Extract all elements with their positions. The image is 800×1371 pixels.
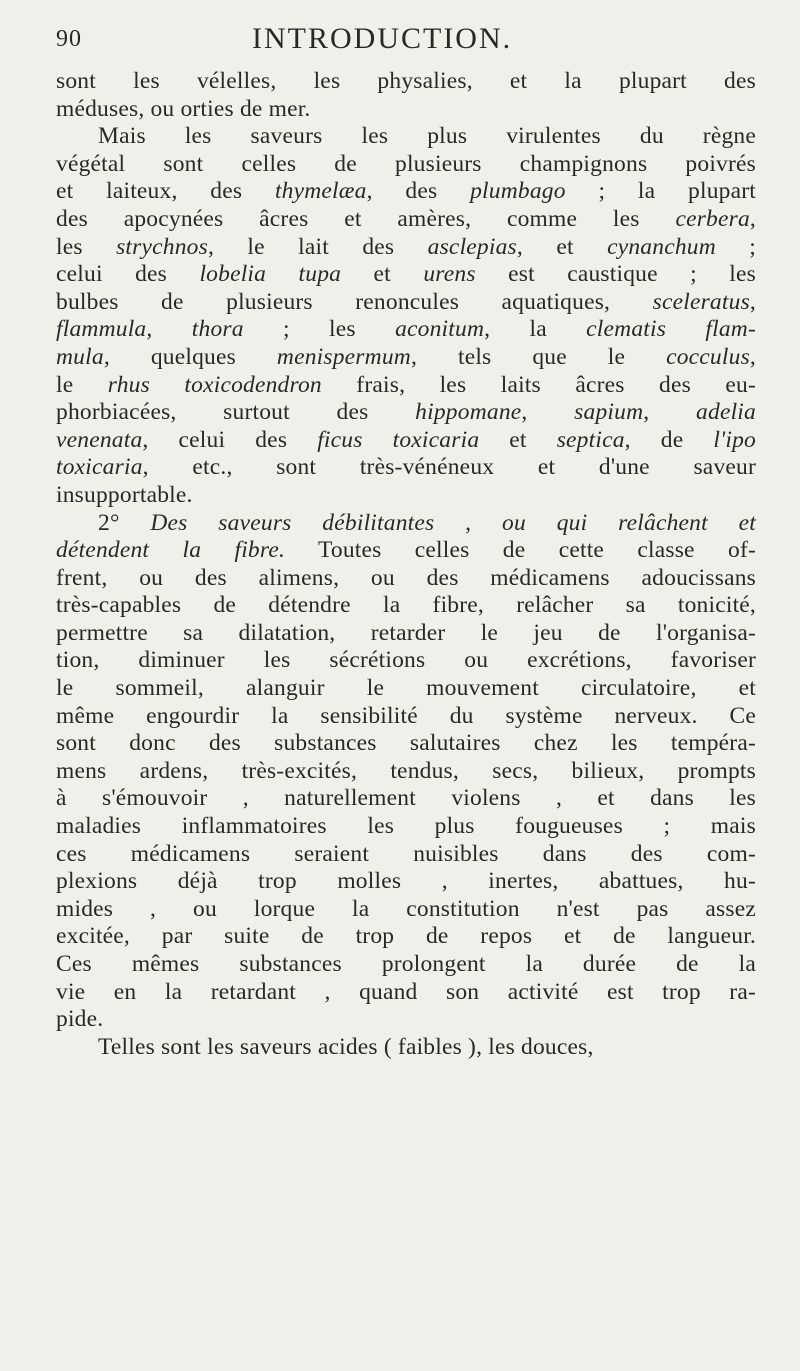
text-segment: Toutes celles de cette classe of- [285,537,756,564]
text-line [56,923,756,951]
text-line [56,868,756,896]
text-segment: Ces mêmes substances prolongent la durée de la [56,951,756,977]
text-segment: ; les [243,316,396,343]
text-line [56,454,756,482]
text-line [56,206,756,234]
text-segment: , des [366,178,471,205]
text-segment: phorbiacées, surtout des [56,399,416,426]
text-segment: , [643,399,697,426]
text-segment: , tels que le [410,343,667,370]
italic-text: sapium [574,399,644,426]
text-segment: sont les vélelles, les physalies, et la plupart des [56,68,756,94]
text-segment: , [521,399,575,426]
italic-text: Des saveurs débilitantes , ou qui relâchent et [150,509,757,536]
italic-text: asclepias [427,233,517,260]
italic-text: toxicaria [56,454,143,481]
text-segment: végétal sont celles de plusieurs champignons poivrés [56,150,756,177]
text-line [56,813,756,841]
text-segment: et [341,261,424,288]
italic-text: cerbera [675,205,750,232]
text-segment: , le lait des [207,233,428,260]
text-segment: , etc., sont très-vénéneux et d'une saveur [142,454,756,481]
text-segment: , de [624,426,714,453]
italic-text: cocculus [666,343,750,370]
text-segment: tion, diminuer les sécrétions ou excrétions, favoriser [56,647,756,674]
italic-text: lobelia tupa [199,261,342,288]
text-segment: ; la plupart [565,178,757,205]
text-segment: Mais les saveurs les plus virulentes du règne [98,123,756,150]
text-segment: bulbes de plusieurs renoncules aquatiques, [56,288,653,315]
text-segment: mens ardens, très-excités, tendus, secs, bilieux, prompts [56,757,756,784]
text-segment: , la [484,316,587,343]
italic-text: flammula [56,316,147,343]
text-line [56,1034,756,1062]
text-line [56,151,756,179]
italic-text: thora [191,316,244,343]
text-segment: le [56,371,108,398]
text-line [56,565,756,593]
text-line [56,399,756,427]
text-line [56,1006,756,1034]
italic-text: venenata [56,426,143,453]
page-number: 90 [56,26,82,52]
italic-text: thymelæa [274,178,367,205]
text-segment: et [479,426,557,453]
text-line [56,730,756,758]
text-line [56,316,756,344]
text-segment: celui des [56,261,200,288]
text-line [56,68,756,96]
running-title: INTRODUCTION. [252,22,513,55]
text-line [56,785,756,813]
text-segment: , [749,205,756,232]
text-segment: méduses, ou orties de mer. [56,95,311,122]
text-line [56,675,756,703]
text-line [56,261,756,289]
text-segment: maladies inflammatoires les plus fougueuses ; mais [56,813,756,840]
text-line [56,758,756,786]
italic-text: cynanchum [607,233,716,260]
text-segment: sont donc des substances salutaires chez les tempéra- [56,730,756,757]
text-line [56,344,756,372]
italic-text: l'ipo [713,426,756,453]
text-segment: excitée, par suite de trop de repos et de langueur. [56,923,756,950]
text-segment: vie en la retardant , quand son activité est trop ra- [56,978,756,1005]
text-line [56,372,756,400]
italic-text: urens [423,261,476,288]
text-segment: insupportable. [56,481,193,508]
text-segment: même engourdir la sensibilité du système nerveux. Ce [56,702,756,729]
italic-text: aconitum [395,316,485,343]
text-line [56,123,756,151]
text-segment: frais, les laits âcres des eu- [321,371,756,398]
text-line [56,896,756,924]
text-segment: très-capables de détendre la fibre, relâcher sa tonicité, [56,592,756,619]
italic-text: clematis flam- [586,316,756,343]
text-segment: le sommeil, alanguir le mouvement circulatoire, et [56,675,756,702]
text-line [56,979,756,1007]
italic-text: adelia [696,399,756,426]
text-segment: permettre sa dilatation, retarder le jeu de l'organisa- [56,619,756,646]
text-segment: et laiteux, des [56,178,275,205]
text-segment: mides , ou lorque la constitution n'est pas assez [56,895,756,922]
text-line [56,96,756,124]
text-line [56,482,756,510]
page-header [56,20,756,60]
text-line [56,620,756,648]
italic-text: mula [56,343,104,370]
text-segment: ces médicamens seraient nuisibles dans des com- [56,840,756,867]
italic-text: détendent la fibre. [56,537,286,564]
text-segment: les [56,233,117,260]
text-segment: 2° [98,509,151,536]
italic-text: menispermum [276,343,411,370]
text-segment: , et [516,233,608,260]
text-segment: des apocynées âcres et amères, comme les [56,205,676,232]
text-line [56,427,756,455]
text-line [56,951,756,979]
text-line [56,647,756,675]
text-line [56,592,756,620]
text-line [56,703,756,731]
text-segment: , [749,343,756,370]
text-segment: frent, ou des alimens, ou des médicamens adoucissans [56,564,756,591]
text-line [56,178,756,206]
italic-text: rhus toxicodendron [107,371,322,398]
italic-text: hippomane [415,399,522,426]
body-text [56,68,756,1061]
text-segment: pide. [56,1006,104,1033]
text-line [56,510,756,538]
text-segment: , quelques [103,343,277,370]
text-segment: ; [715,233,757,260]
italic-text: plumbago [470,178,566,205]
text-segment: , [749,288,756,315]
italic-text: ficus toxicaria [317,426,480,453]
italic-text: strychnos [116,233,208,260]
text-segment: à s'émouvoir , naturellement violens , et dans les [56,785,756,812]
text-segment: , [146,316,192,343]
text-segment: , celui des [142,426,318,453]
text-segment: Telles sont les saveurs acides ( faibles ), les douces, [98,1033,594,1060]
text-segment: est caustique ; les [475,261,757,288]
text-line [56,841,756,869]
italic-text: septica [556,426,625,453]
text-line [56,289,756,317]
italic-text: sceleratus [652,288,750,315]
text-line [56,234,756,262]
text-segment: plexions déjà trop molles , inertes, abattues, hu- [56,868,756,895]
text-line [56,537,756,565]
